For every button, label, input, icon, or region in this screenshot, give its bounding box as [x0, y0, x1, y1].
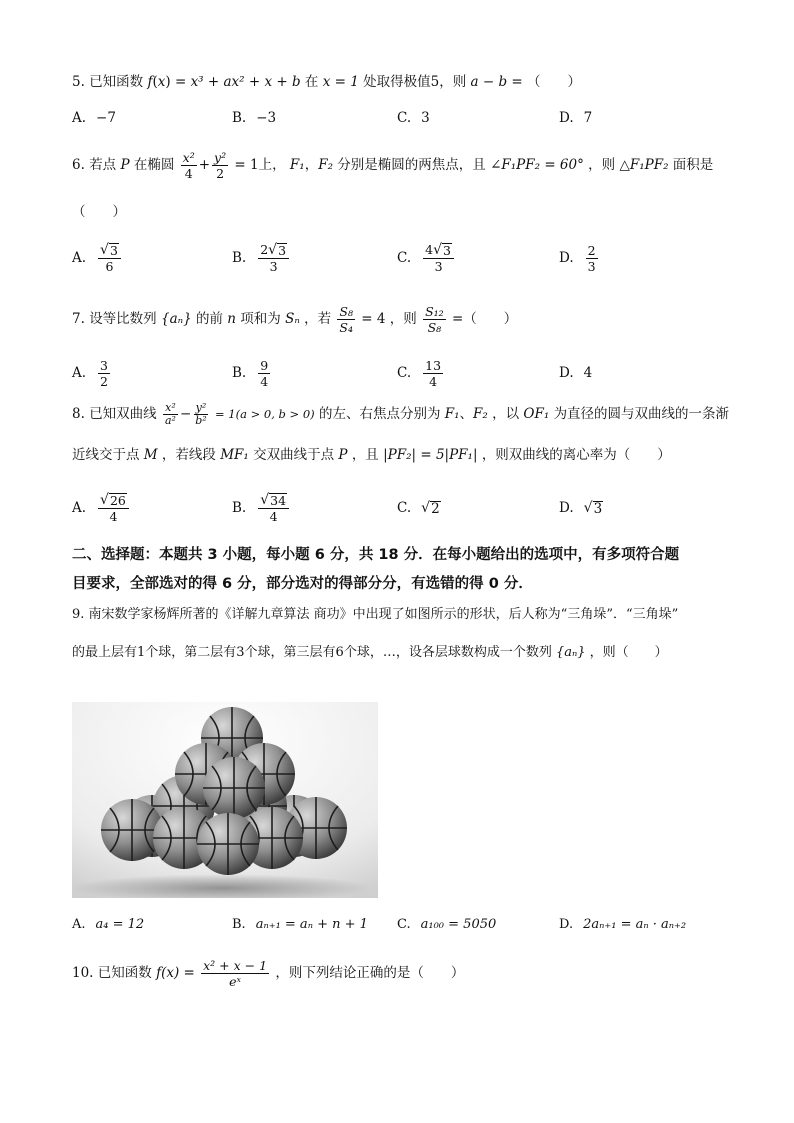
q7-sum: Sₙ [285, 311, 300, 327]
q7-paren: =（ ） [451, 311, 518, 327]
q8-point-m: M [143, 447, 158, 463]
section-2-line2: 目要求，全部选对的得 6 分，部分选对的得部分分，有选错的得 0 分． [72, 576, 533, 592]
q8-text-end1: 为直径的圆与双曲线的一条渐 [553, 406, 730, 422]
section-2-line1: 二、选择题：本题共 3 小题，每小题 6 分，共 18 分．在每小题给出的选项中，有多项符合题 [72, 547, 680, 563]
q10-text-end: ，则下列结论正确的是（ ） [275, 965, 465, 981]
q9-line2-end: ，则（ ） [589, 645, 668, 660]
q6-fraction-y [212, 150, 228, 181]
radical-sign: √ [260, 492, 270, 508]
q8-condition: = 1(a > 0, b > 0) [215, 407, 315, 421]
fraction-denominator: b² [195, 414, 207, 427]
option-label: A. [72, 110, 87, 126]
option-label: B. [232, 916, 246, 932]
fraction-denominator: 3 [587, 258, 596, 274]
fraction-numerator: 3 [100, 357, 108, 373]
q8-text-pre: 已知双曲线 [89, 406, 157, 422]
option-value: aₙ₊₁ = aₙ + n + 1 [255, 916, 368, 932]
q7-text-mid: 的前 [195, 311, 223, 327]
q7-text-pre: 设等比数列 [89, 311, 157, 327]
q7-option-a[interactable] [72, 353, 112, 393]
q8-segment-mf1: MF₁ [220, 447, 249, 463]
q7-number: 7. [72, 311, 85, 327]
option-label: A. [72, 500, 87, 516]
radicand: 3 [593, 500, 603, 517]
radicand: 3 [109, 243, 118, 258]
q6-option-c[interactable] [397, 238, 456, 278]
q6-fraction-x [181, 150, 197, 181]
q8-line2-pre: 近线交于点 [72, 447, 140, 463]
fraction-numerator: 2 [587, 242, 596, 258]
q8-segment-of1: OF₁ [523, 406, 550, 422]
q5-paren: （ ） [526, 74, 581, 90]
question-7 [72, 302, 517, 336]
q5-options [72, 98, 752, 138]
section-2-heading [72, 541, 732, 599]
radical-sign: √ [100, 492, 109, 508]
q9-option-a[interactable] [72, 904, 144, 944]
question-6: 6. 若点 P 在椭圆 $\frac{\text{x²}}{4}$ + $\frac{\text{y²}}{2}$ = 1上， F₁，F₂ 分别是椭圆的两焦点，且 ∠F₁PF₂ = 60° ，则 △F₁PF₂ 面积是 [72, 150, 714, 181]
radicand: 3 [278, 243, 287, 258]
q8-minus: − [179, 406, 192, 422]
fraction-denominator: eˣ [229, 974, 241, 989]
q8-line2-end: ，则双曲线的离心率为（ ） [481, 447, 671, 463]
option-label: B. [232, 500, 247, 516]
fraction-numerator [258, 492, 289, 509]
q8-line2-mid2: 交双曲线于点 [253, 447, 335, 463]
radical-sign: √ [433, 242, 443, 258]
q10-number: 10. [72, 965, 94, 981]
q5-text-pre: 已知函数 [89, 74, 144, 90]
option-value: 4 [583, 365, 593, 381]
fraction-numerator: S₁₂ [425, 304, 444, 319]
sqrt-expression [421, 501, 441, 516]
q6-text-end: 面积是 [672, 157, 714, 173]
option-label: A. [72, 365, 87, 381]
fraction-denominator: 6 [105, 259, 114, 274]
q6-angle: ∠F₁PF₂ = 60° [490, 157, 584, 173]
sqrt-expression [260, 493, 287, 508]
triangular-pile-photo [72, 702, 378, 898]
radicand: 2 [431, 500, 440, 517]
q6-options [72, 238, 752, 278]
q9-option-b[interactable] [232, 904, 368, 944]
q6-focus-f2: F₂ [318, 157, 333, 173]
fraction-numerator [423, 242, 454, 259]
fraction-denominator: 4 [269, 509, 278, 524]
fraction-numerator [98, 242, 121, 259]
q8-number: 8. [72, 406, 85, 422]
fraction-numerator: y² [214, 150, 227, 165]
fraction-denominator: 4 [429, 373, 438, 389]
q8-text-mid: 的左、右焦点分别为 [318, 406, 441, 422]
sqrt-expression [268, 243, 287, 258]
fraction-denominator: S₈ [427, 320, 442, 335]
q6-option-a[interactable] [72, 238, 123, 278]
radical-sign: √ [268, 242, 278, 258]
q8-option-a[interactable] [72, 488, 131, 528]
q6-paren: （ ） [72, 204, 126, 220]
q7-fraction-given [337, 304, 355, 335]
radicand: 3 [443, 243, 451, 258]
q8-line2-mid: ，若线段 [161, 447, 216, 463]
coefficient: 2 [260, 242, 269, 257]
option-fraction [586, 243, 598, 274]
q9-line1: 南宋数学家杨辉所著的《详解九章算法 商功》中出现了如图所示的形状，后人称为“三角垛”．“三角垛” [88, 607, 679, 622]
option-value: a₁₀₀ = 5050 [420, 916, 497, 932]
q7-option-b[interactable] [232, 353, 272, 393]
question-8 [72, 398, 729, 430]
q10-fraction [201, 958, 269, 989]
q8-fraction-x [163, 402, 178, 427]
radical-sign: √ [100, 242, 109, 258]
q5-text-mid2: 处取得极值5，则 [363, 74, 467, 90]
q8-point-p: P [338, 447, 348, 463]
q8-abs-condition: |PF₂| = 5|PF₁| [383, 447, 478, 463]
option-fraction [423, 358, 443, 389]
option-fraction [98, 492, 129, 524]
option-label: D. [559, 110, 574, 126]
sqrt-expression [100, 493, 127, 508]
q9-options [72, 904, 752, 944]
q9-sequence: {aₙ} [555, 645, 586, 660]
q5-func-rhs: x³ + ax² + x + b [190, 74, 301, 90]
q6-point-p: P [120, 157, 130, 173]
sqrt-expression [433, 243, 452, 258]
option-fraction [98, 358, 110, 389]
option-label: C. [397, 365, 412, 381]
q5-ask: a − b = [470, 74, 523, 90]
option-value: 3 [421, 110, 430, 126]
fraction-denominator: 2 [100, 373, 108, 389]
q7-text-mid2: 项和为 [240, 311, 281, 327]
q8-fraction-y [193, 402, 208, 427]
option-label: C. [397, 110, 412, 126]
option-label: B. [232, 250, 247, 266]
q6-option-d[interactable] [559, 238, 600, 278]
q9-option-c[interactable] [397, 904, 496, 944]
q6-focus-f1: F₁ [289, 157, 305, 173]
fraction-denominator: 4 [184, 166, 193, 181]
q5-number: 5. [72, 74, 85, 90]
fraction-numerator [98, 492, 129, 509]
radicand: 26 [109, 493, 126, 508]
q6-text-pre: 若点 [89, 157, 117, 173]
radical-sign: √ [421, 499, 431, 516]
q8-text-mid2: ，以 [492, 406, 520, 422]
q6-text-mid: 在椭圆 [133, 157, 175, 173]
fraction-numerator: x² + x − 1 [203, 958, 268, 973]
q10-text-pre: 已知函数 [97, 965, 152, 981]
q9-option-d[interactable] [559, 904, 686, 944]
fraction-denominator: 4 [260, 373, 269, 389]
sqrt-expression [584, 501, 604, 516]
fraction-numerator: 13 [425, 357, 442, 373]
q6-text-mid2: 分别是椭圆的两焦点，且 [337, 157, 486, 173]
q5-option-d[interactable] [559, 98, 592, 138]
q8-focus-f2: F₂ [473, 406, 488, 422]
q8-option-d[interactable] [559, 488, 603, 528]
fraction-denominator: 2 [216, 166, 225, 181]
q8-line2-mid3: ，且 [351, 447, 379, 463]
q8-option-b[interactable] [232, 488, 291, 528]
q6-option-b[interactable] [232, 238, 291, 278]
question-9 [72, 605, 678, 625]
option-value: −7 [96, 110, 116, 126]
q7-option-d[interactable] [559, 353, 592, 393]
option-label: D. [559, 250, 574, 266]
q8-option-c[interactable] [397, 488, 441, 528]
question-8-line2 [72, 445, 671, 465]
q6-text-mid3: ，则 [588, 157, 616, 173]
q5-option-b[interactable] [232, 98, 276, 138]
fraction-numerator: x² [182, 150, 195, 165]
q5-condition: x = 1 [322, 74, 359, 90]
q10-lhs: f(x) = [156, 965, 195, 981]
q5-text-mid: 在 [304, 74, 319, 90]
q7-text-mid4: ，则 [389, 311, 417, 327]
option-label: A. [72, 250, 87, 266]
coefficient: 4 [425, 242, 434, 257]
fraction-numerator [258, 242, 289, 259]
option-label: A. [72, 916, 86, 932]
option-label: B. [232, 110, 247, 126]
option-fraction [423, 242, 454, 274]
option-fraction [258, 492, 289, 524]
radical-sign: √ [583, 499, 593, 516]
q9-number: 9. [72, 607, 85, 622]
option-label: C. [397, 500, 412, 516]
option-label: C. [397, 250, 412, 266]
q5-func-f: f [147, 74, 153, 90]
option-value: 2aₙ₊₁ = aₙ · aₙ₊₂ [583, 916, 687, 932]
fraction-denominator: a² [164, 414, 176, 427]
question-5: 5. 已知函数 f(x) = x³ + ax² + x + b 在 x = 1 处取得极值5，则 a − b = （ ） [72, 74, 581, 90]
q7-fraction-ask [423, 304, 446, 335]
basketball-pyramid-illustration [72, 702, 378, 898]
fraction-numerator: y² [195, 401, 207, 414]
q7-n: n [227, 311, 236, 327]
q8-focus-f1: F₁ [444, 406, 460, 422]
option-label: B. [232, 365, 247, 381]
q7-option-c[interactable] [397, 353, 445, 393]
option-value: a₄ = 12 [95, 916, 145, 932]
fraction-denominator: 4 [109, 509, 118, 524]
option-label: D. [559, 500, 574, 516]
q6-equation-end: = 1上， [234, 157, 286, 173]
radicand: 34 [270, 493, 287, 508]
q6-number: 6. [72, 157, 85, 173]
option-value: 7 [583, 110, 593, 126]
option-fraction [258, 358, 270, 389]
sqrt-expression [100, 243, 119, 258]
fraction-numerator: S₈ [339, 304, 353, 319]
option-value: −3 [256, 110, 277, 126]
q7-options [72, 353, 752, 393]
fraction-denominator: 3 [434, 259, 443, 274]
q9-line2-pre: 的最上层有1个球，第二层有3个球，第三层有6个球，…，设各层球数构成一个数列 [72, 645, 552, 660]
q7-sequence: {aₙ} [160, 311, 192, 327]
q5-option-c[interactable] [397, 98, 430, 138]
q7-eq1: = 4 [361, 311, 386, 327]
option-fraction [258, 242, 289, 274]
fraction-numerator: x² [165, 401, 176, 414]
q7-text-mid3: ，若 [304, 311, 332, 327]
q6-paren-line [72, 202, 126, 222]
fraction-denominator: 3 [269, 259, 278, 274]
q8-separator: 、 [459, 406, 474, 422]
q8-options [72, 488, 752, 528]
q5-func-x: x [157, 74, 166, 90]
fraction-numerator: 9 [260, 357, 269, 373]
q6-triangle: △F₁PF₂ [619, 157, 669, 173]
option-label: D. [559, 365, 574, 381]
question-9-line2 [72, 643, 668, 663]
fraction-denominator: S₄ [339, 320, 353, 335]
option-label: C. [397, 916, 411, 932]
option-label: D. [559, 916, 574, 932]
q5-option-a[interactable] [72, 98, 116, 138]
question-10 [72, 956, 464, 990]
option-fraction [98, 242, 121, 274]
